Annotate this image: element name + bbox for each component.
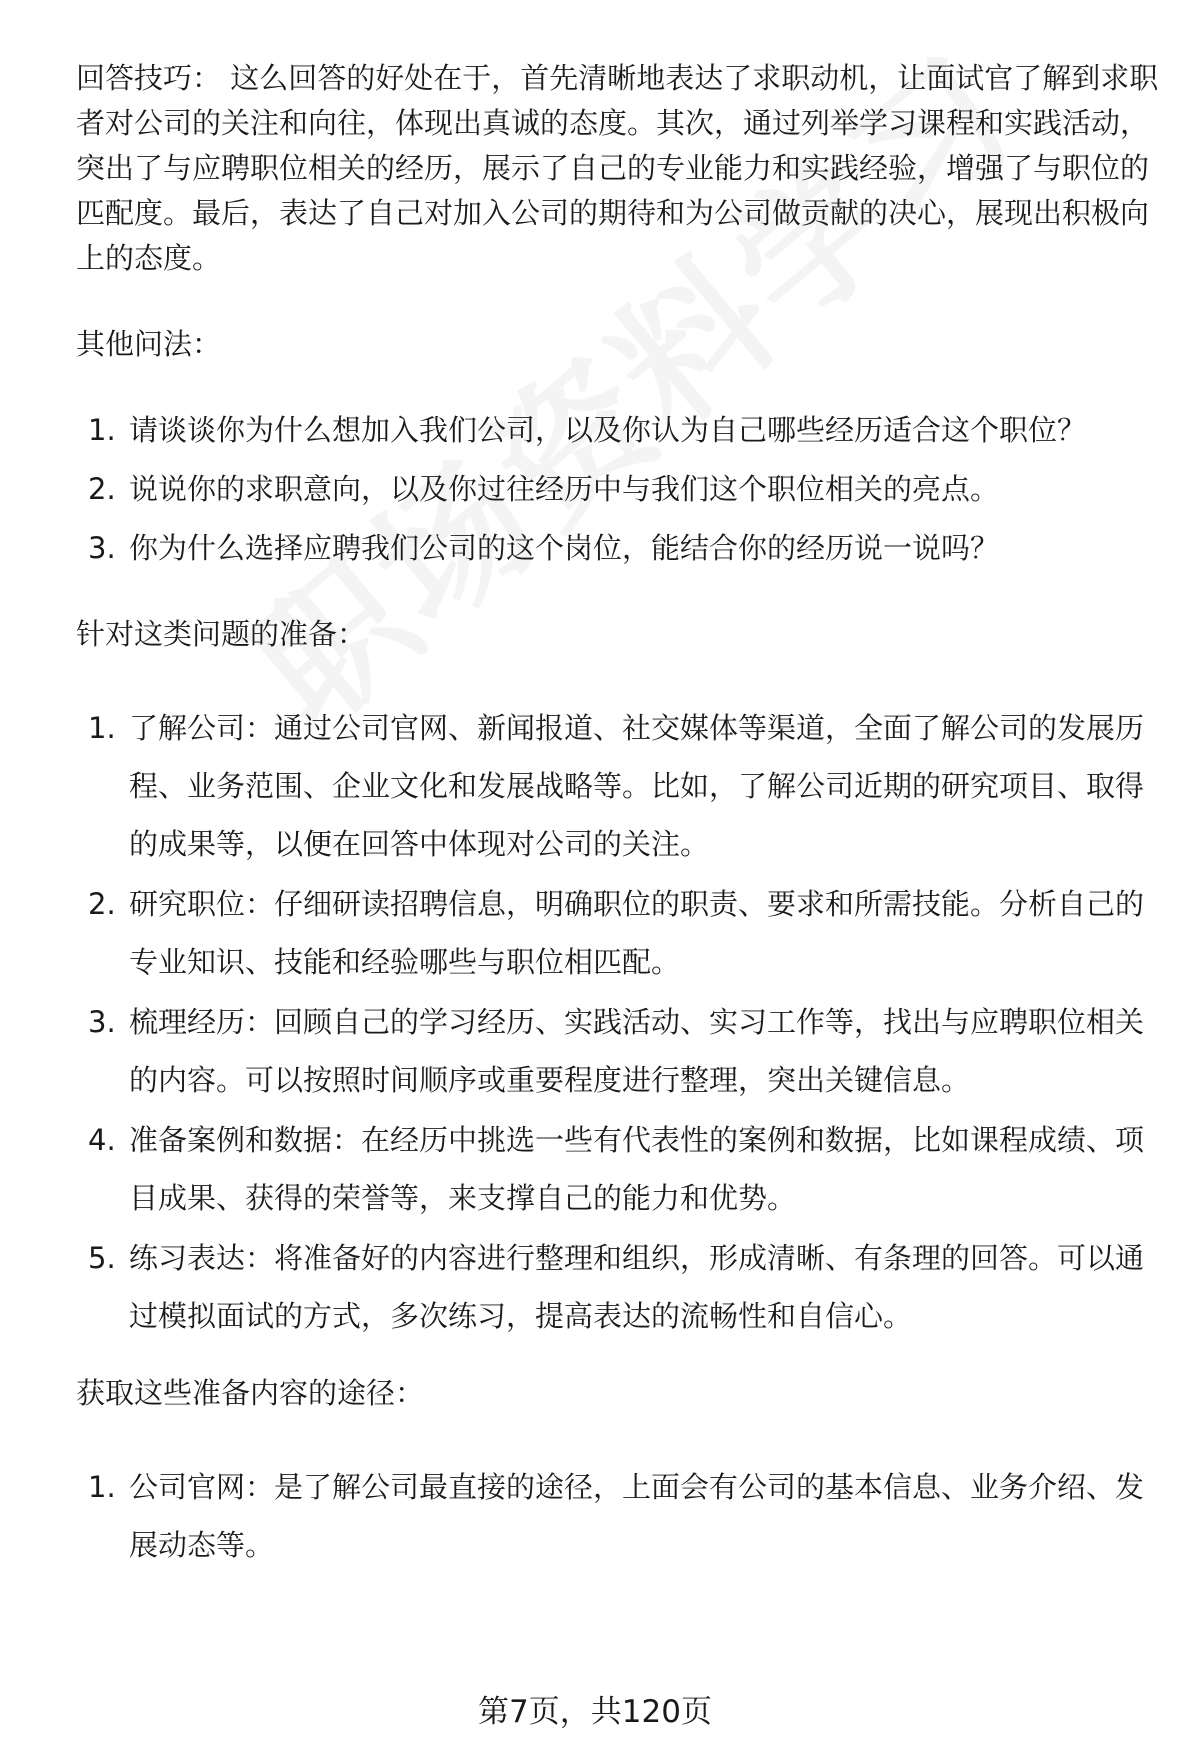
list-number: 4. bbox=[88, 1123, 116, 1157]
list-item-text: 说说你的求职意向，以及你过往经历中与我们这个职位相关的亮点。 bbox=[129, 472, 1000, 506]
list-number: 1. bbox=[88, 711, 116, 745]
answer-tips-paragraph: 回答技巧： 这么回答的好处在于，首先清晰地表达了求职动机，让面试官了解到求职者对公司的关注和向往，体现出真诚的态度。其次，通过列举学习课程和实践活动，突出了与应聘职位相关的经历，展示了自己的专业能力和实践经验，增强了与职位的匹配度。最后，表达了自己对加入公司的期待和为公司做贡献的决心，展现出积极向上的态度。 bbox=[76, 61, 1159, 275]
list-item bbox=[76, 1111, 1166, 1227]
page-content bbox=[76, 56, 1166, 1576]
page-indicator: 第7页，共120页 bbox=[478, 1694, 712, 1730]
sources-list bbox=[76, 1458, 1166, 1574]
list-item bbox=[76, 1229, 1166, 1345]
list-item-text: 研究职位：仔细研读招聘信息，明确职位的职责、要求和所需技能。分析自己的专业知识、技能和经验哪些与职位相匹配。 bbox=[129, 887, 1145, 979]
list-item-text: 准备案例和数据：在经历中挑选一些有代表性的案例和数据，比如课程成绩、项目成果、获得的荣誉等，来支撑自己的能力和优势。 bbox=[129, 1123, 1145, 1215]
list-item bbox=[76, 409, 1166, 452]
list-item bbox=[76, 468, 1166, 511]
list-item bbox=[76, 1458, 1166, 1574]
list-item-text: 练习表达：将准备好的内容进行整理和组织，形成清晰、有条理的回答。可以通过模拟面试的方式，多次练习，提高表达的流畅性和自信心。 bbox=[129, 1241, 1145, 1333]
list-number: 1. bbox=[88, 1470, 116, 1504]
list-number: 1. bbox=[88, 413, 116, 447]
list-item-text: 了解公司：通过公司官网、新闻报道、社交媒体等渠道，全面了解公司的发展历程、业务范围、企业文化和发展战略等。比如，了解公司近期的研究项目、取得的成果等，以便在回答中体现对公司的关注。 bbox=[129, 711, 1145, 861]
other-questions-heading: 其他问法： bbox=[76, 327, 222, 361]
list-number: 3. bbox=[88, 531, 116, 565]
list-item bbox=[76, 875, 1166, 991]
list-item bbox=[76, 993, 1166, 1109]
other-questions-list bbox=[76, 409, 1166, 570]
list-item bbox=[76, 527, 1166, 570]
list-number: 5. bbox=[88, 1241, 116, 1275]
sources-heading: 获取这些准备内容的途径： bbox=[76, 1376, 425, 1410]
list-number: 2. bbox=[88, 472, 116, 506]
list-item bbox=[76, 699, 1166, 873]
list-number: 2. bbox=[88, 887, 116, 921]
list-number: 3. bbox=[88, 1005, 116, 1039]
list-item-text: 梳理经历：回顾自己的学习经历、实践活动、实习工作等，找出与应聘职位相关的内容。可以按照时间顺序或重要程度进行整理，突出关键信息。 bbox=[129, 1005, 1145, 1097]
preparation-list bbox=[76, 699, 1166, 1345]
list-item-text: 请谈谈你为什么想加入我们公司，以及你认为自己哪些经历适合这个职位？ bbox=[129, 413, 1087, 447]
preparation-heading: 针对这类问题的准备： bbox=[76, 617, 367, 651]
list-item-text: 公司官网：是了解公司最直接的途径，上面会有公司的基本信息、业务介绍、发展动态等。 bbox=[129, 1470, 1145, 1562]
list-item-text: 你为什么选择应聘我们公司的这个岗位，能结合你的经历说一说吗？ bbox=[129, 531, 1000, 565]
